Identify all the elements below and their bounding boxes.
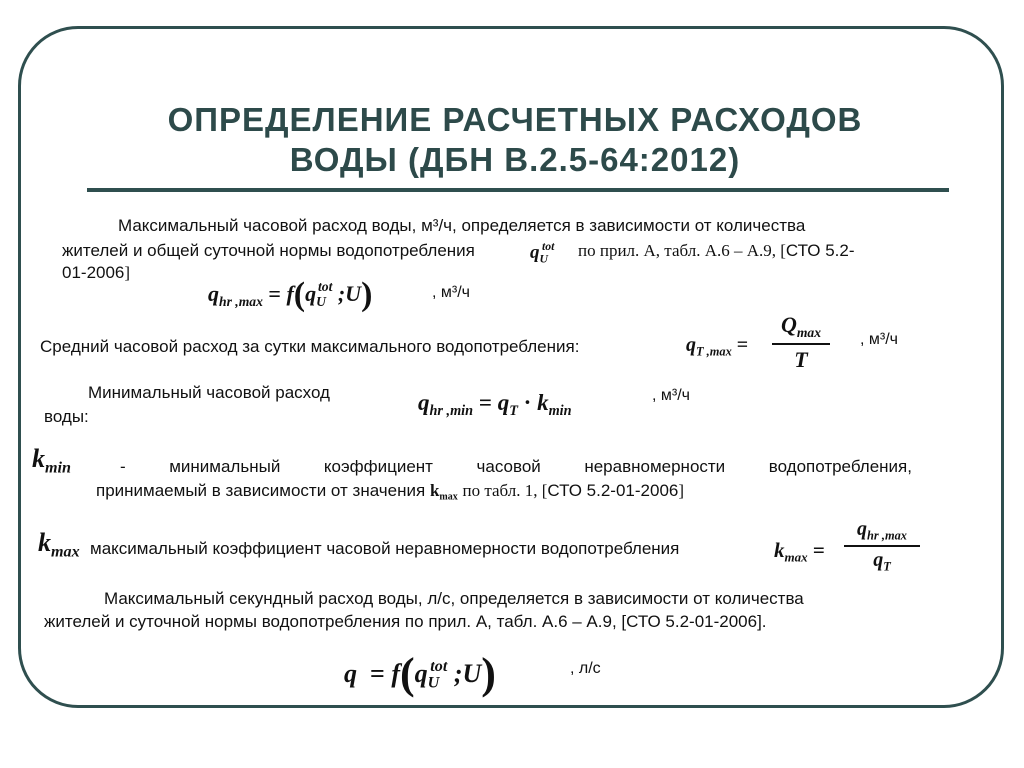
unit-ls: , л/с (570, 660, 601, 677)
title-line-2: ВОДЫ (ДБН В.2.5-64:2012) (289, 141, 741, 178)
p5-line-1: Максимальный секундный расход воды, л/с, определяется в зависимости от количества (104, 589, 804, 608)
symbol-kmax (38, 528, 80, 562)
p1-ref (578, 240, 855, 262)
p3-line-1: Минимальный часовой расход (88, 383, 330, 402)
kmin-desc-end: ] (678, 481, 685, 500)
p1-line-2: жителей и общей суточной нормы водопотребления (62, 241, 475, 260)
p1-ref-text: по прил. А, табл. А.6 – А.9, [ (578, 241, 786, 260)
kmin-desc-sto: СТО 5.2-01-2006 (547, 481, 679, 500)
kmin-desc-line-2 (96, 480, 684, 509)
p2-text: Средний часовой расход за сутки максимального водопотребления: (40, 337, 580, 356)
symbol-kmax-sub: max (51, 543, 80, 561)
fraction-qhrmax-qT: $q_{hr ,max}$ $q_T$ (844, 518, 920, 575)
title-divider (87, 188, 949, 192)
p3-line-2: воды: (44, 407, 89, 426)
unit-qhr-max: , м³/ч (432, 284, 470, 301)
symbol-kmax-base: k (38, 528, 51, 557)
symbol-kmin (32, 444, 71, 478)
p1-sto: СТО 5.2- (785, 241, 855, 260)
p1-line-3 (62, 262, 130, 284)
kmax-inline-base: k (429, 481, 440, 500)
formula-q-second: $q = f(q_U^{tot}$ ;U) (344, 649, 496, 698)
kmax-inline (429, 481, 458, 503)
formula-qhr-min: $q_{hr ,min} = q_T \cdot k_{min}$ (418, 390, 572, 419)
formula-qUtot-inline: $q_U^{tot}$ (530, 240, 555, 266)
kmax-inline-sub: max (439, 491, 458, 503)
kmin-desc-text: принимаемый в зависимости от значения (96, 481, 426, 500)
title-line-1: ОПРЕДЕЛЕНИЕ РАСЧЕТНЫХ РАСХОДОВ (167, 101, 863, 138)
p5-line-2: жителей и суточной нормы водопотребления по прил. А, табл. А.6 – А.9, [СТО 5.2-01-2006]. (44, 612, 767, 631)
symbol-kmin-sub: min (45, 459, 71, 477)
kmin-desc-line-1: - минимальный коэффициент часовой неравномерности водопотребления, (120, 457, 912, 476)
kmin-desc-ref: по табл. 1, [ (462, 481, 548, 500)
p1-line-3-text: 01-2006 (62, 263, 125, 282)
formula-qhr-max: $q_{hr ,max} = f(q_U^{tot}$ ;U) (208, 276, 373, 313)
symbol-kmin-base: k (32, 444, 45, 473)
fraction-Qmax-T: $Q_{max}$ T (772, 312, 830, 373)
formula-kmax: $k_{max}$ = (774, 538, 825, 565)
slide-title (100, 100, 930, 180)
p1-line-1: Максимальный часовой расход воды, м³/ч, определяется в зависимости от количества (118, 216, 806, 235)
formula-qT-max: $q_{T ,max}$ = (686, 334, 749, 359)
unit-qT-max: , м³/ч (860, 331, 898, 348)
p1-line-3-end: ] (124, 263, 131, 282)
unit-qhr-min: , м³/ч (652, 387, 690, 404)
kmax-desc: максимальный коэффициент часовой неравномерности водопотребления (90, 539, 680, 558)
